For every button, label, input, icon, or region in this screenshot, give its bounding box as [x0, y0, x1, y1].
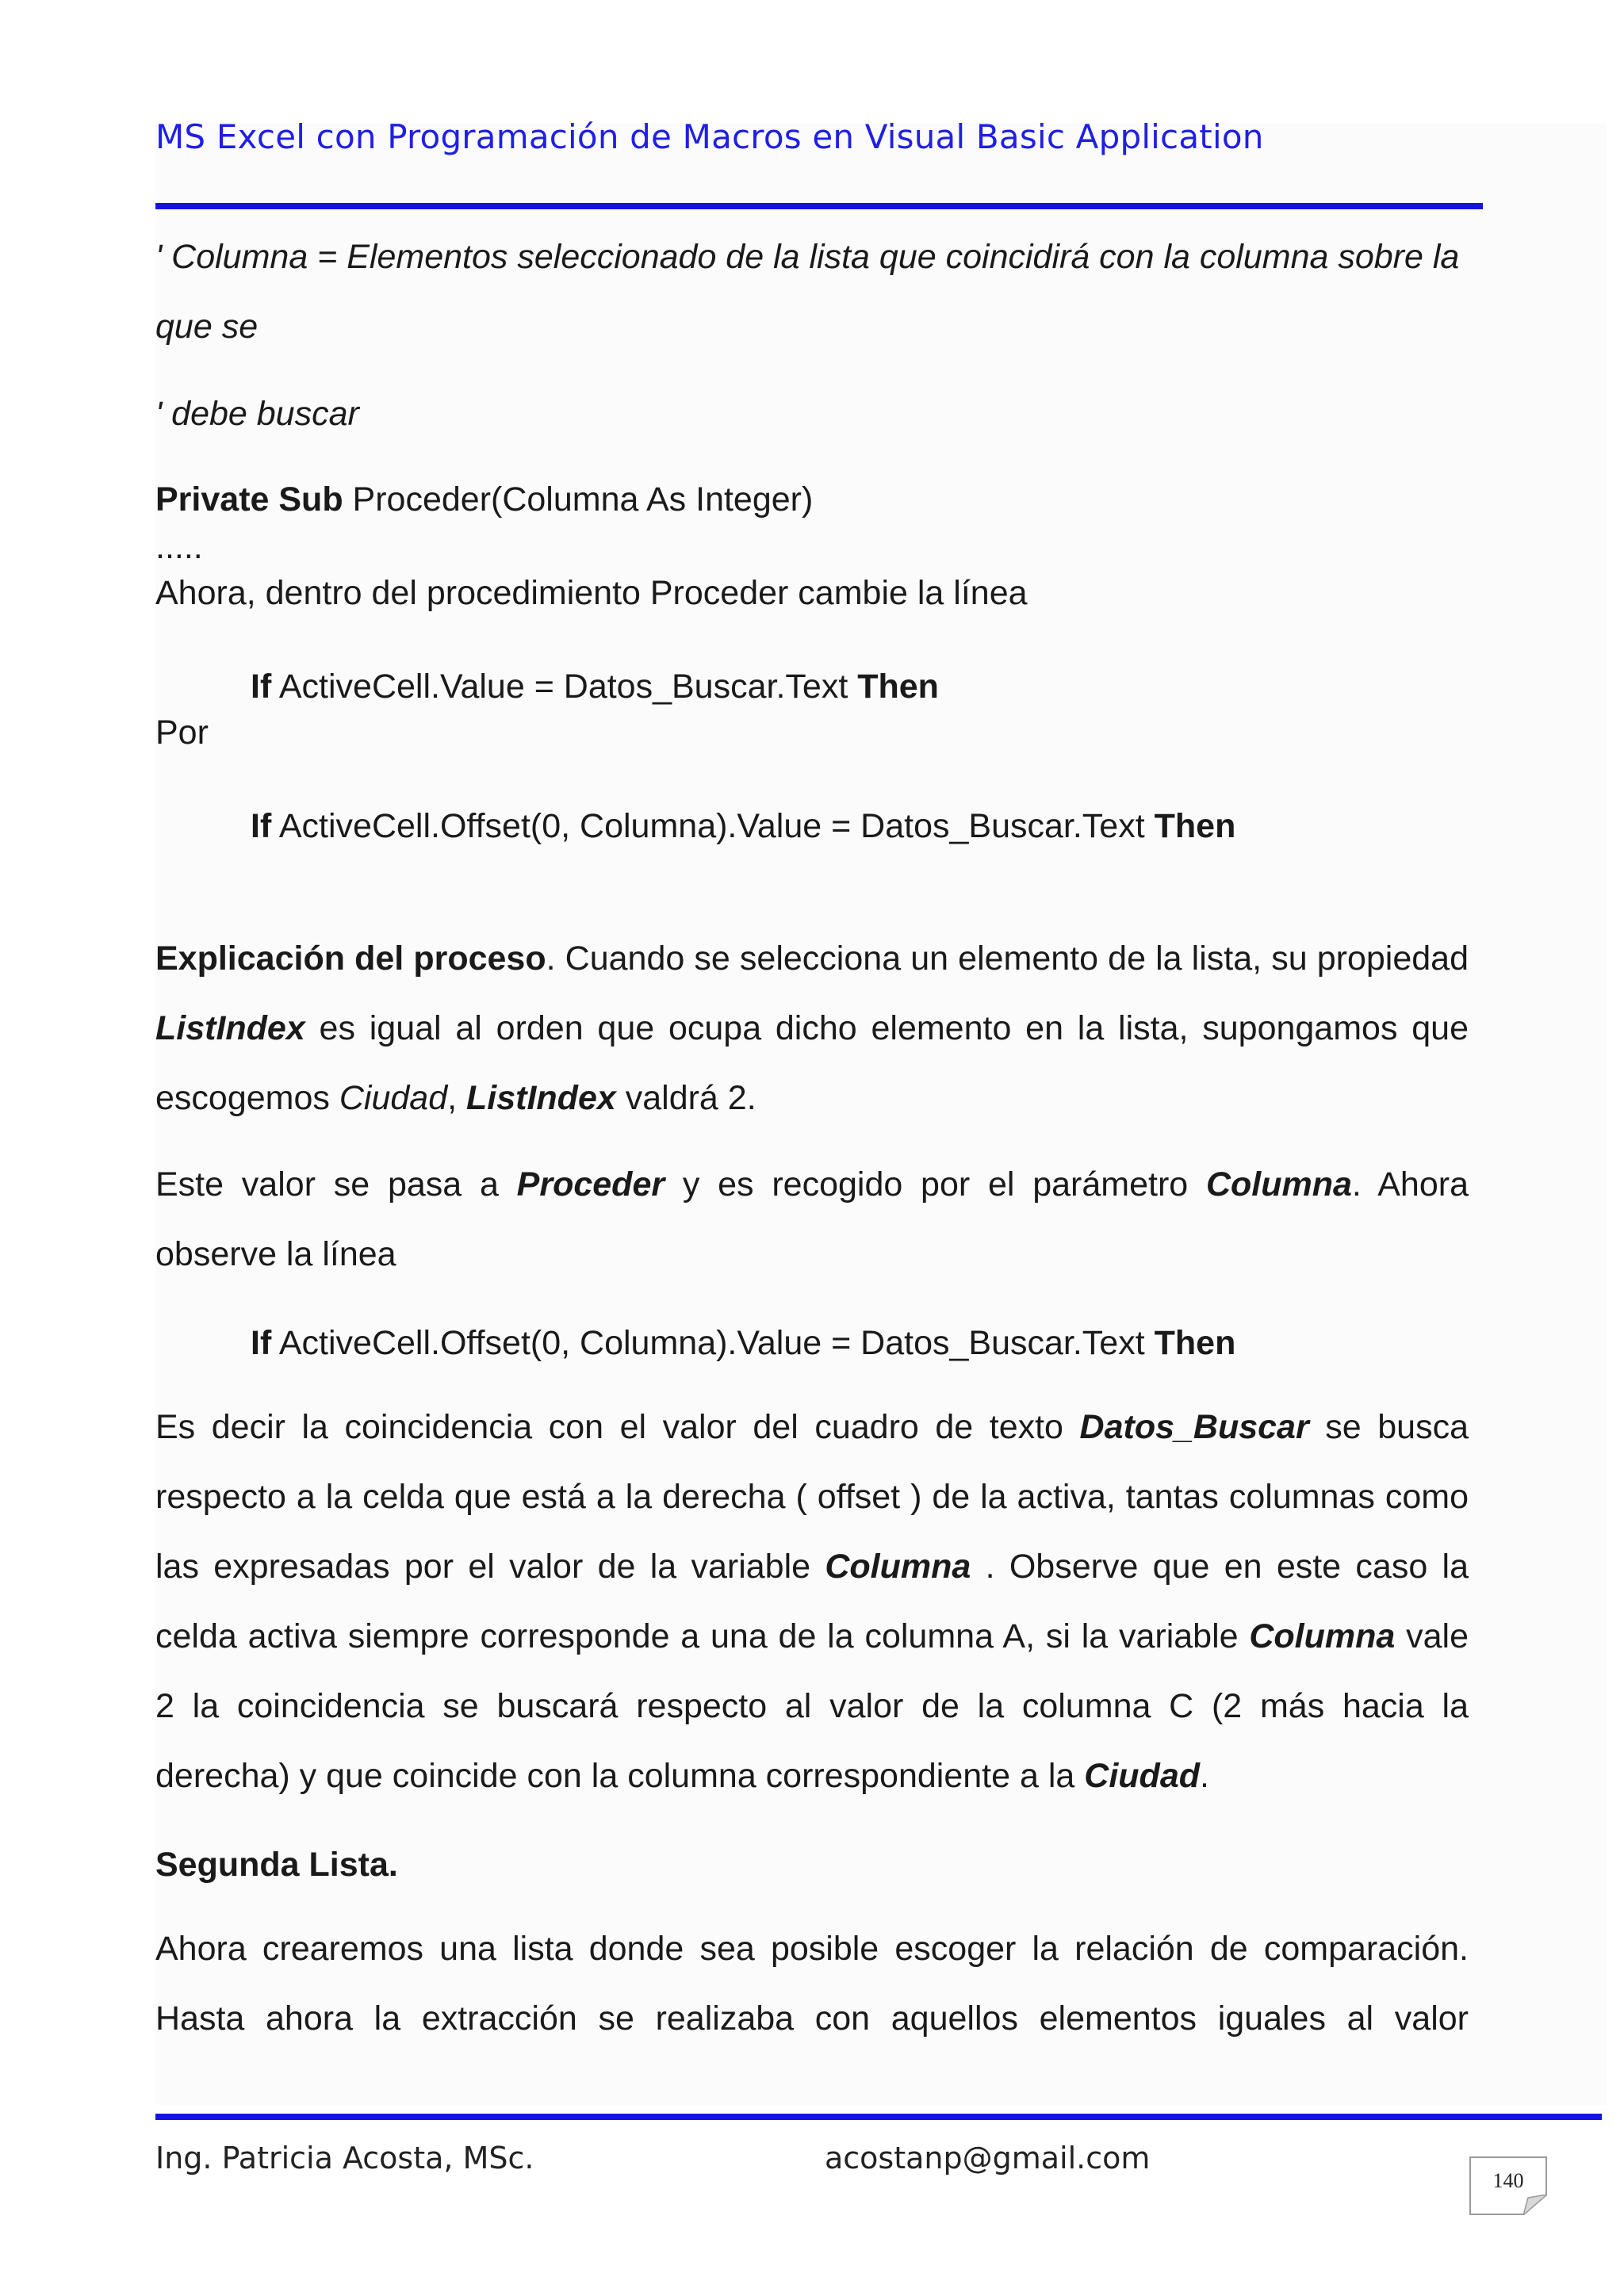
section-heading: [155, 1841, 398, 1888]
listindex-term: ListIndex: [466, 1079, 616, 1117]
header-rule: [155, 203, 1483, 209]
explanation-paragraph: [155, 924, 1469, 1133]
paragraph-text: Este valor se pasa a: [155, 1165, 517, 1203]
explanation-text: . Cuando se selecciona un elemento de la lista, su propiedad: [546, 939, 1469, 978]
then-keyword: Then: [1154, 807, 1236, 845]
code-line-old: [251, 663, 939, 710]
por-label: Por: [155, 714, 209, 752]
if-keyword: If: [251, 668, 272, 706]
paragraph-text: y es recogido por el parámetro: [665, 1165, 1206, 1203]
footer-author: Ing. Patricia Acosta, MSc.: [155, 2141, 534, 2175]
paragraph-text: . Observe que en este caso la celda activa siempre corresponde a una de la columna A, si la variable: [155, 1548, 1469, 1655]
offset-paragraph: [155, 1392, 1469, 1811]
code-line-new: [251, 802, 1235, 850]
paragraph-text: Es decir la coincidencia con el valor del cuadro de texto: [155, 1408, 1080, 1446]
explanation-text: es igual al orden que ocupa dicho elemento en la lista, supongamos que escogemos: [155, 1009, 1469, 1117]
code-line-observe: [251, 1319, 1235, 1367]
sub-signature: Proceder(Columna As Integer): [343, 480, 814, 519]
sub-keyword: Private Sub: [155, 480, 343, 519]
paragraph-text: vale 2 la coincidencia se buscará respecto al valor de la columna C (2 más hacia la derecha) y que coincide con la columna correspondiente a la: [155, 1617, 1469, 1795]
datos-buscar-term: Datos_Buscar: [1079, 1408, 1309, 1446]
columna-term: Columna: [1205, 1165, 1352, 1203]
page-number-box: [1469, 2156, 1547, 2215]
if-keyword: If: [251, 807, 272, 845]
code-comment-line-3: ' debe buscar: [155, 395, 359, 433]
paragraph-text: .: [1200, 1757, 1209, 1795]
ciudad-term: Ciudad: [1084, 1757, 1200, 1795]
page-header-title: MS Excel con Programación de Macros en Visual Basic Application: [155, 117, 1264, 156]
explanation-heading: Explicación del proceso: [155, 939, 546, 978]
footer-email: acostanp@gmail.com: [825, 2141, 1151, 2175]
page-number: 140: [1492, 2169, 1524, 2192]
ciudad-term: Ciudad: [339, 1079, 448, 1117]
explanation-text: ,: [447, 1079, 467, 1117]
proceder-paragraph: [155, 1150, 1469, 1289]
paragraph-text: se busca respecto a la celda que está a la derecha ( offset ) de la activa, tantas columnas como las expresadas por el valor de la variable: [155, 1408, 1469, 1586]
old-expression: ActiveCell.Value = Datos_Buscar.Text: [271, 668, 858, 706]
footer-rule: [155, 2114, 1602, 2120]
listindex-term: ListIndex: [155, 1009, 305, 1047]
columna-term: Columna: [825, 1548, 971, 1586]
paragraph-text: . Ahora observe la línea: [155, 1165, 1469, 1273]
proceder-term: Proceder: [516, 1165, 665, 1203]
code-comment-line-1: ' Columna = Elementos seleccionado de la lista que coincidirá con la columna sobre la: [155, 238, 1460, 276]
code-comment-line-2: que se: [155, 308, 259, 346]
instruction-text: Ahora, dentro del procedimiento Proceder cambie la línea: [155, 574, 1028, 612]
then-keyword: Then: [857, 668, 939, 706]
section-paragraph: Ahora crearemos una lista donde sea posible escoger la relación de comparación. Hasta ahora la extracción se realizaba con aquellos elementos iguales al valor: [155, 1930, 1469, 2038]
sub-declaration: [155, 476, 813, 523]
explanation-text: valdrá 2.: [615, 1079, 756, 1117]
columna-term: Columna: [1249, 1617, 1396, 1655]
page-fold-icon: [1523, 2195, 1547, 2215]
new-expression: ActiveCell.Offset(0, Columna).Value = Datos_Buscar.Text: [271, 807, 1155, 845]
section-heading-text: Segunda Lista.: [155, 1846, 398, 1884]
ellipsis: .....: [155, 528, 203, 566]
then-keyword: Then: [1154, 1324, 1236, 1362]
new-expression: ActiveCell.Offset(0, Columna).Value = Datos_Buscar.Text: [271, 1324, 1155, 1362]
if-keyword: If: [251, 1324, 272, 1362]
